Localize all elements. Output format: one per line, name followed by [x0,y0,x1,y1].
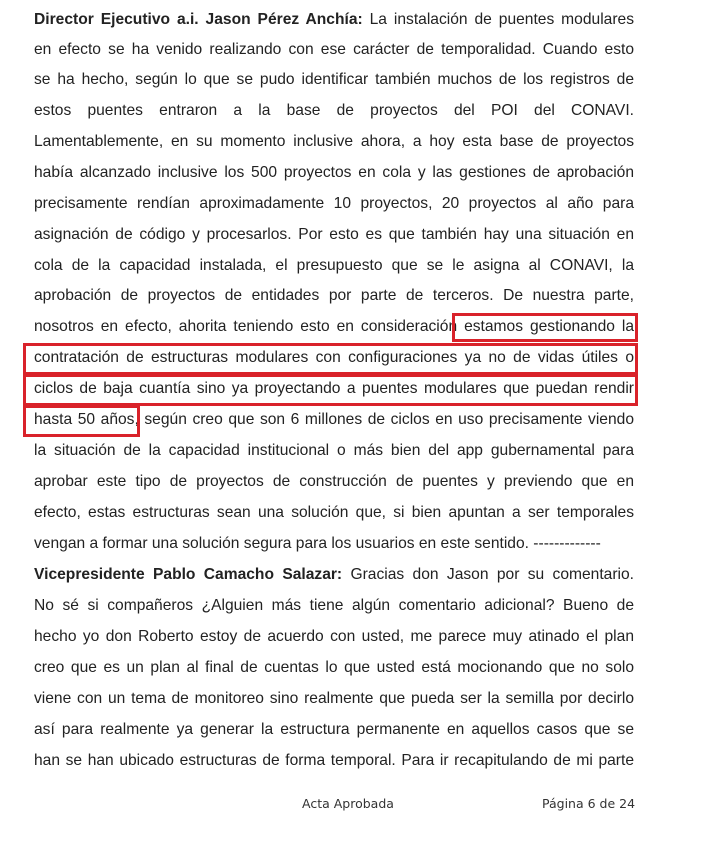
text-line: No sé si compañeros ¿Alguien más tiene algún comentario adicional? Bueno de [34,597,634,614]
text-line: la situación de la capacidad institucional o más bien del app gubernamental para [34,442,634,459]
text-line: hecho yo don Roberto estoy de acuerdo con usted, me parece muy atinado el plan [34,628,634,645]
text-line: precisamente rendían aproximadamente 10 proyectos, 20 proyectos al año para [34,195,634,212]
text-line: en efecto se ha venido realizando con ese carácter de temporalidad. Cuando esto [34,41,634,58]
text-line: asignación de código y procesarlos. Por esto es que también hay una situación en [34,226,634,243]
speaker-name: Vicepresidente Pablo Camacho Salazar: [34,566,343,583]
text-line: aprobar este tipo de proyectos de construcción de puentes y previendo que en [34,473,634,490]
text-line: ciclos de baja cuantía sino ya proyectando a puentes modulares que puedan rendir [34,380,634,397]
highlight-box [23,405,140,437]
text-line: cola de la capacidad instalada, el presupuesto que se le asigna al CONAVI, la [34,257,634,274]
text-line: han se han ubicado estructuras de forma temporal. Para ir recapitulando de mi parte [34,752,634,769]
text-line: creo que es un plan al final de cuentas lo que usted está mocionando que no solo [34,659,634,676]
text-line: Lamentablemente, en su momento inclusive ahora, a hoy esta base de proyectos [34,133,634,150]
text-line: contratación de estructuras modulares con configuraciones ya no de vidas útiles o [34,349,634,366]
text-run: Gracias don Jason por su comentario. [342,566,634,583]
text-line: había alcanzado inclusive los 500 proyectos en cola y las gestiones de aprobación [34,164,634,181]
footer-status: Acta Aprobada [302,796,394,811]
text-line: así para realmente ya generar la estructura permanente en aquellos casos que se [34,721,634,738]
text-line: viene con un tema de monitoreo sino realmente que pueda ser la semilla por decirlo [34,690,634,707]
text-line: nosotros en efecto, ahorita teniendo esto en consideración estamos gestionando la [34,318,634,335]
text-line [34,565,634,585]
text-line: se ha hecho, según lo que se pudo identificar también muchos de los registros de [34,71,634,88]
page-number: Página 6 de 24 [542,796,636,811]
highlight-box [23,343,638,375]
text-line: aprobación de proyectos de entidades por parte de terceros. De nuestra parte, [34,287,634,304]
text-run: La instalación de puentes modulares [362,11,634,28]
highlight-box [452,313,638,342]
speaker-name: Director Ejecutivo a.i. Jason Pérez Anchía: [34,11,363,28]
text-line: hasta 50 años, según creo que son 6 millones de ciclos en uso precisamente viendo [34,411,634,428]
text-line: vengan a formar una solución segura para los usuarios en este sentido. ------------- [34,535,601,552]
highlight-box [23,374,638,406]
text-line: estos puentes entraron a la base de proyectos del POI del CONAVI. [34,102,634,119]
text-line: efecto, estas estructuras sean una solución que, si bien apuntan a ser temporales [34,504,634,521]
text-line [34,10,634,30]
